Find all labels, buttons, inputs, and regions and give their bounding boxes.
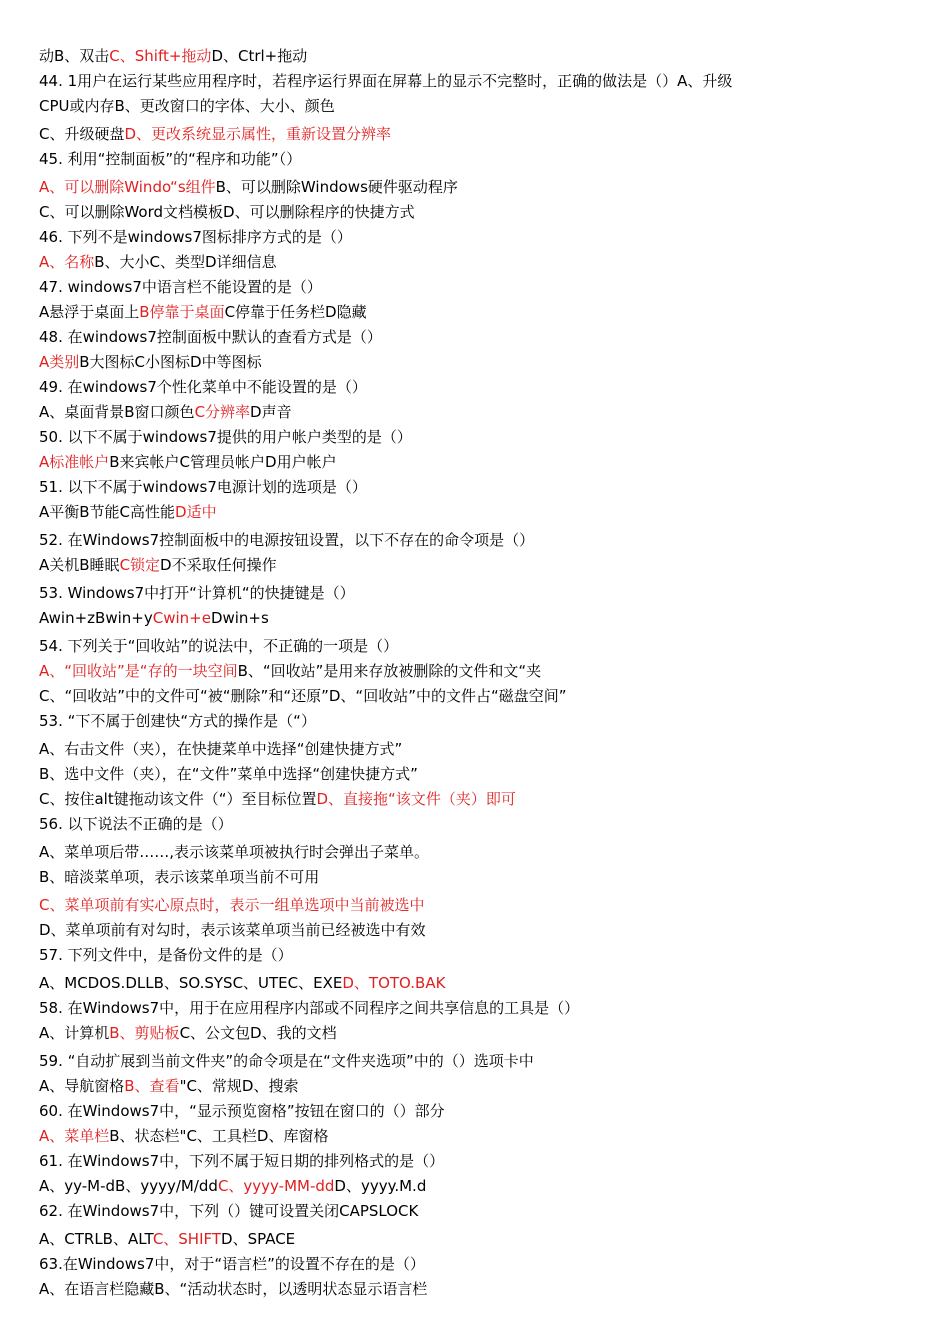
question-text: 47. windows7中语言栏不能设置的是（）	[39, 278, 322, 296]
question-text: C、“回收站”中的文件可“被“删除”和“还原”D、“回收站”中的文件占“磁盘空间”	[39, 687, 567, 705]
text-line	[39, 634, 919, 659]
answer-text: D、TOTO.BAK	[342, 974, 446, 992]
text-line	[39, 893, 919, 918]
text-line	[39, 1124, 919, 1149]
text-line	[39, 1074, 919, 1099]
text-line	[39, 1199, 919, 1224]
question-text: A、导航窗格	[39, 1077, 125, 1095]
question-text: 53. “下不属于创建快“方式的操作是（“）	[39, 712, 316, 730]
question-text: CPU或内存B、更改窗口的字体、大小、颜色	[39, 97, 335, 115]
question-text: A、在语言栏隐藏B、“活动状态时，以透明状态显示语言栏	[39, 1280, 428, 1298]
question-text: 46. 下列不是windows7图标排序方式的是（）	[39, 228, 352, 246]
question-text: "C、常规D、搜索	[179, 1077, 299, 1095]
answer-text: A类别	[39, 353, 80, 371]
answer-text: C、SHIFT	[152, 1230, 222, 1248]
question-text: 59. “自动扩展到当前文件夹”的命令项是在“文件夹选项”中的（）选项卡中	[39, 1052, 534, 1070]
text-line	[39, 659, 919, 684]
question-text: Awin+zBwin+y	[39, 609, 153, 627]
question-text: D、菜单项前有对勾时，表示该菜单项当前已经被选中有效	[39, 921, 426, 939]
answer-text: D、直接拖“该文件（夹）即可	[316, 790, 516, 808]
text-line	[39, 200, 919, 225]
answer-text: A、名称	[39, 253, 95, 271]
answer-text: D适中	[175, 503, 217, 521]
question-text: B、大小C、类型D详细信息	[94, 253, 277, 271]
answer-text: D、更改系统显示属性，重新设置分辨率	[124, 125, 392, 143]
text-line	[39, 300, 919, 325]
question-text: A悬浮于桌面上	[39, 303, 140, 321]
question-text: 49. 在windows7个性化菜单中不能设置的是（）	[39, 378, 367, 396]
text-line	[39, 1021, 919, 1046]
text-line	[39, 840, 919, 865]
question-text: A、桌面背景B窗口颜色	[39, 403, 195, 421]
text-line	[39, 147, 919, 172]
text-line	[39, 684, 919, 709]
text-line	[39, 865, 919, 890]
text-line	[39, 1252, 919, 1277]
question-text: 62. 在Windows7中，下列（）键可设置关闭CAPSLOCK	[39, 1202, 419, 1220]
question-text: D声音	[250, 403, 292, 421]
text-line	[39, 350, 919, 375]
text-line	[39, 709, 919, 734]
question-text: Dwin+s	[210, 609, 269, 627]
question-text: C、按住alt键拖动该文件（“）至目标位置	[39, 790, 317, 808]
question-text: C停靠于任务栏D隐藏	[224, 303, 367, 321]
text-line	[39, 943, 919, 968]
text-line	[39, 581, 919, 606]
question-text: 51. 以下不属于windows7电源计划的选项是（）	[39, 478, 367, 496]
answer-text: C、Shift+拖动	[109, 47, 212, 65]
answer-text: C、yyyy-MM-dd	[217, 1177, 335, 1195]
text-line	[39, 425, 919, 450]
question-text: B、状态栏"C、工具栏D、库窗格	[109, 1127, 329, 1145]
text-line	[39, 375, 919, 400]
text-line	[39, 737, 919, 762]
question-text: A平衡B节能C高性能	[39, 503, 176, 521]
question-text: 56. 以下说法不正确的是（）	[39, 815, 233, 833]
question-text: C、可以删除Word文档模板D、可以删除程序的快捷方式	[39, 203, 415, 221]
question-text: A、菜单项后带……,表示该菜单项被执行时会弹出子菜单。	[39, 843, 430, 861]
answer-text: A标准帐户	[39, 453, 110, 471]
question-text: D不采取任何操作	[160, 556, 277, 574]
question-text: A、右击文件（夹），在快捷菜单中选择“创建快捷方式”	[39, 740, 403, 758]
answer-text: B、查看	[124, 1077, 180, 1095]
question-text: 63.在Windows7中，对于“语言栏”的设置不存在的是（）	[39, 1255, 425, 1273]
text-line	[39, 175, 919, 200]
question-text: B来宾帐户C管理员帐户D用户帐户	[109, 453, 337, 471]
question-text: B、可以删除Windows硬件驱动程序	[215, 178, 458, 196]
question-text: 44. 1用户在运行某些应用程序时，若程序运行界面在屏幕上的显示不完整时，正确的做法是（）A、升级	[39, 72, 733, 90]
question-text: 57. 下列文件中，是备份文件的是（）	[39, 946, 293, 964]
text-line	[39, 787, 919, 812]
question-text: A、MCDOS.DLLB、SO.SYSC、UTEC、EXE	[39, 974, 343, 992]
text-line	[39, 762, 919, 787]
question-text: C、公文包D、我的文档	[179, 1024, 337, 1042]
text-line	[39, 1099, 919, 1124]
question-text: 52. 在Windows7控制面板中的电源按钮设置，以下不存在的命令项是（）	[39, 531, 535, 549]
question-text: 54. 下列关于“回收站”的说法中，不正确的一项是（）	[39, 637, 399, 655]
text-line	[39, 606, 919, 631]
text-line	[39, 1174, 919, 1199]
text-line	[39, 122, 919, 147]
text-line	[39, 500, 919, 525]
text-line	[39, 1049, 919, 1074]
text-line	[39, 69, 919, 94]
text-line	[39, 553, 919, 578]
text-line	[39, 1227, 919, 1252]
question-text: A、CTRLB、ALT	[39, 1230, 153, 1248]
text-line	[39, 325, 919, 350]
question-text: 48. 在windows7控制面板中默认的查看方式是（）	[39, 328, 382, 346]
answer-text: C锁定	[119, 556, 161, 574]
answer-text: B、剪贴板	[109, 1024, 180, 1042]
question-text: 53. Windows7中打开“计算机“的快捷键是（）	[39, 584, 355, 602]
question-text: D、yyyy.M.d	[334, 1177, 427, 1195]
question-text: 动B、双击	[39, 47, 110, 65]
question-text: C、升级硬盘	[39, 125, 125, 143]
answer-text: B停靠于桌面	[139, 303, 225, 321]
text-line	[39, 1149, 919, 1174]
question-text: 45. 利用“控制面板”的“程序和功能”（）	[39, 150, 302, 168]
answer-text: A、可以删除Windo“s组件	[39, 178, 216, 196]
text-line	[39, 812, 919, 837]
answer-text: C分辨率	[194, 403, 251, 421]
question-text: B、选中文件（夹），在“文件”菜单中选择“创建快捷方式”	[39, 765, 418, 783]
text-line	[39, 475, 919, 500]
question-text: 58. 在Windows7中，用于在应用程序内部或不同程序之间共享信息的工具是（）	[39, 999, 580, 1017]
document-page	[39, 44, 919, 1302]
question-text: 60. 在Windows7中，“显示预览窗格”按钮在窗口的（）部分	[39, 1102, 445, 1120]
question-text: 61. 在Windows7中，下列不属于短日期的排列格式的是（）	[39, 1152, 445, 1170]
answer-text: A、“回收站”是“存的一块空间	[39, 662, 238, 680]
text-line	[39, 44, 919, 69]
question-text: A关机B睡眠	[39, 556, 120, 574]
question-text: B、暗淡菜单项，表示该菜单项当前不可用	[39, 868, 320, 886]
question-text: B、“回收站”是用来存放被删除的文件和文“夹	[237, 662, 542, 680]
answer-text: Cwin+e	[152, 609, 211, 627]
text-line	[39, 225, 919, 250]
answer-text: C、菜单项前有实心原点时，表示一组单选项中当前被选中	[39, 896, 425, 914]
text-line	[39, 528, 919, 553]
text-line	[39, 450, 919, 475]
question-text: A、计算机	[39, 1024, 110, 1042]
text-line	[39, 996, 919, 1021]
question-text: A、yy-M-dB、yyyy/M/dd	[39, 1177, 218, 1195]
text-line	[39, 250, 919, 275]
text-line	[39, 1277, 919, 1302]
question-text: D、Ctrl+拖动	[211, 47, 308, 65]
text-line	[39, 918, 919, 943]
text-line	[39, 275, 919, 300]
question-text: B大图标C小图标D中等图标	[79, 353, 262, 371]
text-line	[39, 400, 919, 425]
text-line	[39, 94, 919, 119]
question-text: 50. 以下不属于windows7提供的用户帐户类型的是（）	[39, 428, 412, 446]
answer-text: A、菜单栏	[39, 1127, 110, 1145]
text-line	[39, 971, 919, 996]
question-text: D、SPACE	[221, 1230, 296, 1248]
